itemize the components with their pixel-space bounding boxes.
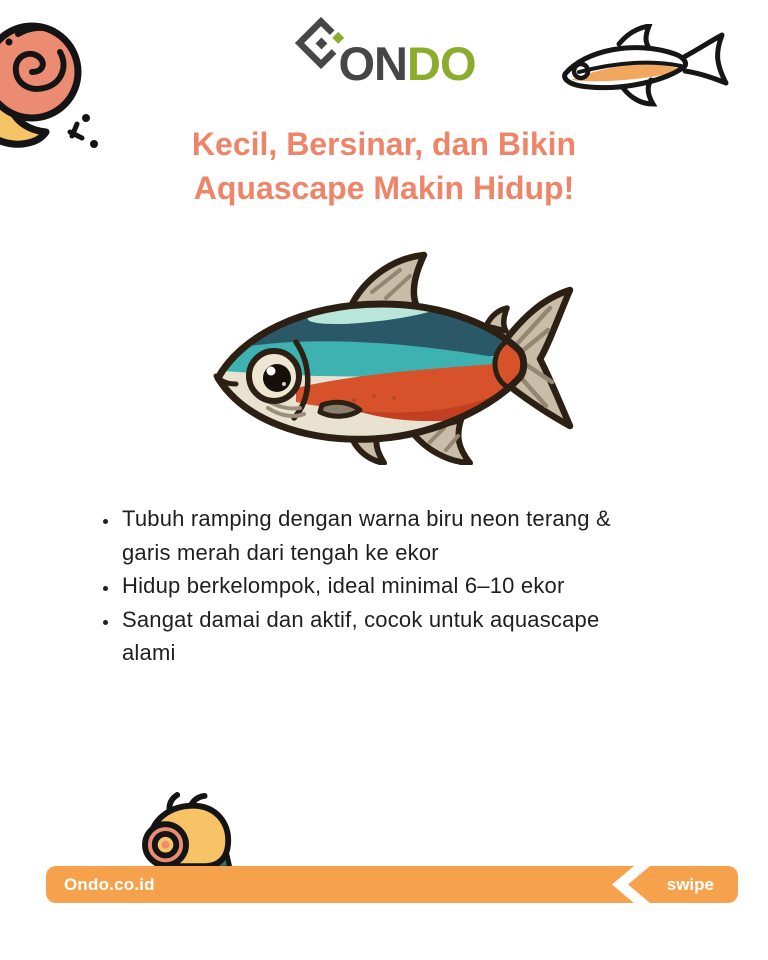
line-art-fish-illustration <box>556 24 738 116</box>
list-item: • Hidup berkelompok, ideal minimal 6–10 ekor <box>120 569 648 603</box>
neon-tetra-fish-illustration <box>204 250 584 465</box>
site-label: Ondo.co.id <box>64 874 155 894</box>
swipe-label: swipe <box>666 875 714 894</box>
list-item: • Sangat damai dan aktif, cocok untuk aquascape alami <box>120 603 648 670</box>
feature-list <box>90 502 648 670</box>
page-title <box>0 122 768 210</box>
page-title-line1: Kecil, Bersinar, dan Bikin <box>191 126 577 162</box>
chevron-left-icon <box>612 866 650 903</box>
footer-bar <box>46 866 738 903</box>
logo-wordmark <box>339 36 476 91</box>
logo-part-on: ON <box>338 36 407 90</box>
page-title-line2: Aquascape Makin Hidup! <box>193 170 575 206</box>
small-snail-illustration <box>138 792 236 874</box>
logo-part-do: DO <box>407 36 476 90</box>
list-item: • Tubuh ramping dengan warna biru neon terang & garis merah dari tengah ke ekor <box>120 502 648 569</box>
feature-list-section <box>90 502 648 670</box>
